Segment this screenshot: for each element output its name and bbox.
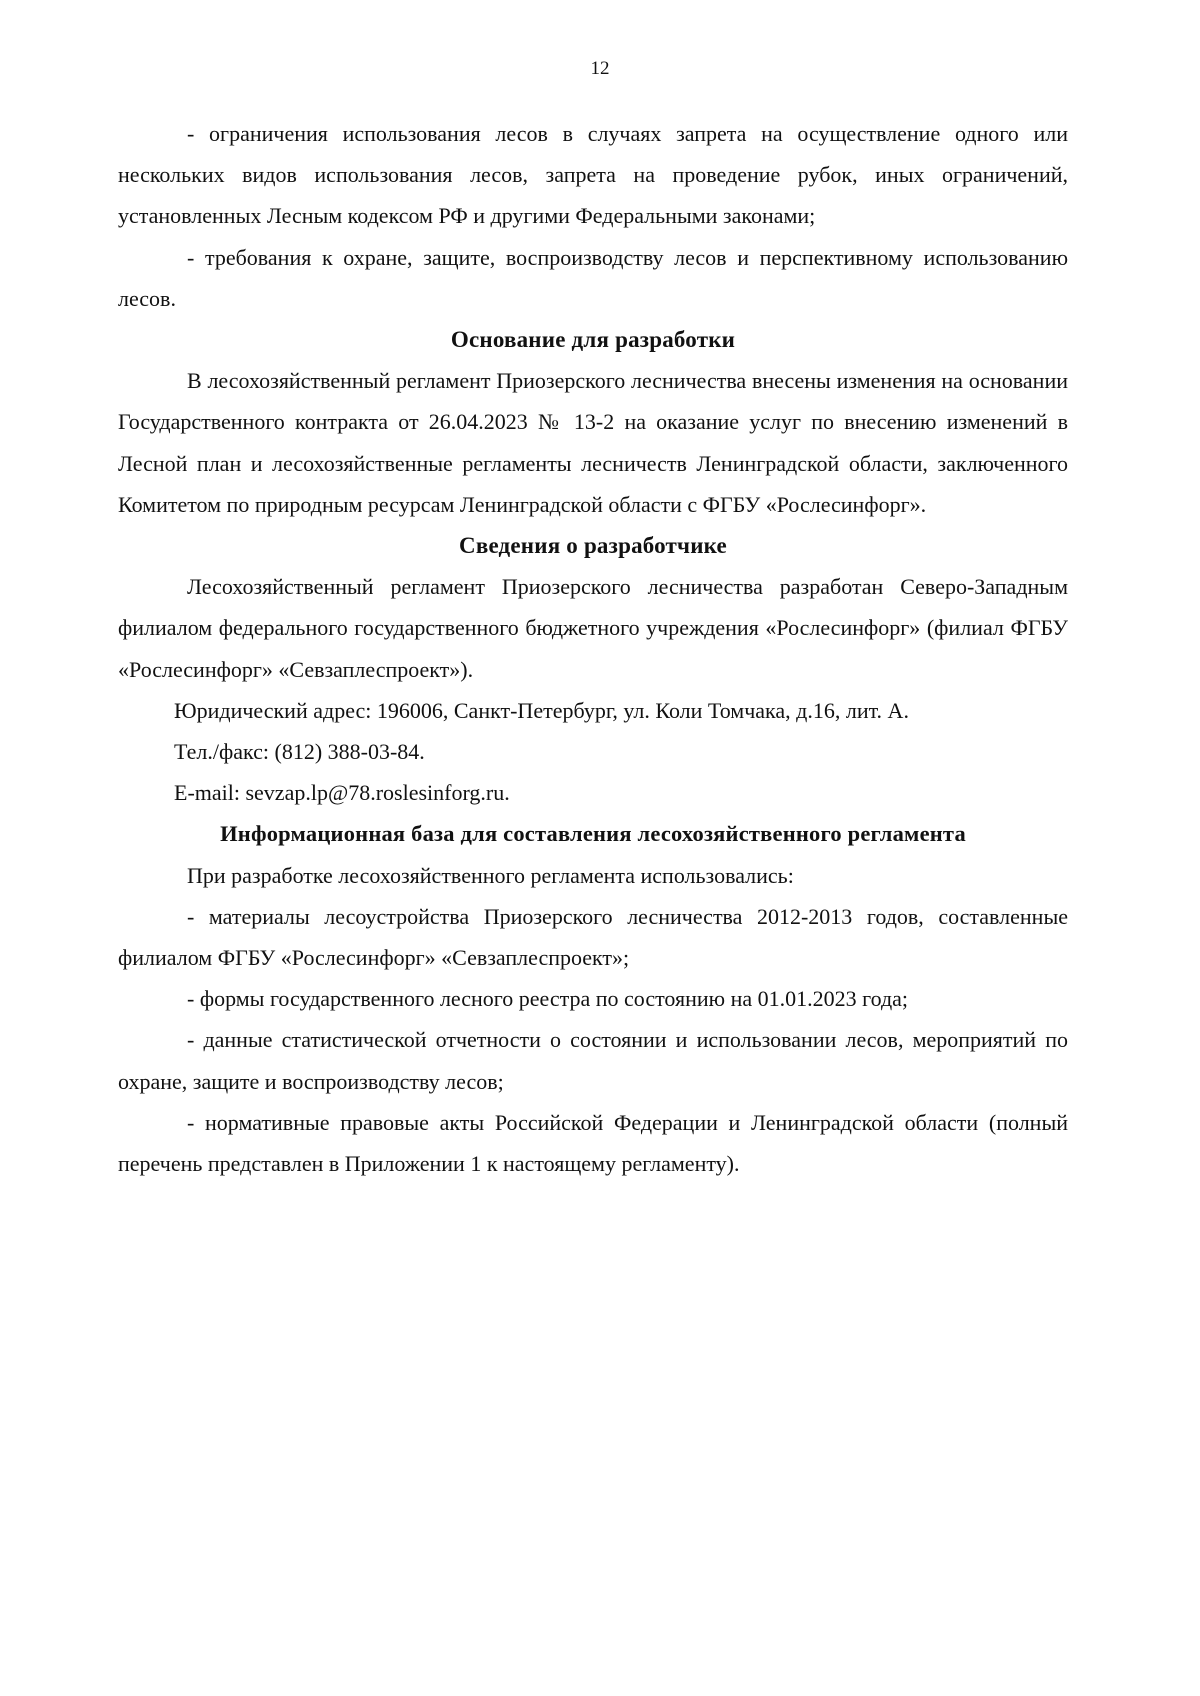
info-base-item: - формы государственного лесного реестра по состоянию на 01.01.2023 года; <box>187 986 909 1012</box>
basis-paragraph: В лесохозяйственный регламент Приозерского лесничества внесены изменения на основании Государственного контракта от 26.04.2023 № 13-2 на оказание услуг по внесению изменений в Лесной план и лесохозяйственные регламенты лесничеств Ленинградской области, заключенного Комитетом по природным ресурсам Ленинградской области с ФГБУ «Рослесинфорг». <box>118 368 1068 517</box>
info-base-item: - нормативные правовые акты Российской Федерации и Ленинградской области (полный перечень представлен в Приложении 1 к настоящему регламенту). <box>118 1109 1068 1177</box>
developer-phone: Тел./факс: (812) 388-03-84. <box>174 739 425 765</box>
section-heading-developer: Сведения о разработчике <box>459 533 727 559</box>
developer-email: E-mail: sevzap.lp@78.roslesinforg.ru. <box>174 780 510 806</box>
document-body <box>118 113 1068 1184</box>
info-base-item: - материалы лесоустройства Приозерского лесничества 2012-2013 годов, составленные филиалом ФГБУ «Рослесинфорг» «Севзаплеспроект»; <box>118 903 1068 971</box>
info-base-item: - данные статистической отчетности о состоянии и использовании лесов, мероприятий по охране, защите и воспроизводству лесов; <box>118 1027 1068 1094</box>
intro-paragraph-2: - требования к охране, защите, воспроизводству лесов и перспективному использованию лесов. <box>118 244 1068 311</box>
developer-address: Юридический адрес: 196006, Санкт-Петербург, ул. Коли Томчака, д.16, лит. А. <box>174 697 909 723</box>
intro-paragraph-1: - ограничения использования лесов в случаях запрета на осуществление одного или нескольких видов использования лесов, запрета на проведение рубок, иных ограничений, установленных Лесным кодексом РФ и другими Федеральными законами; <box>118 121 1068 229</box>
info-base-lead: При разработке лесохозяйственного регламента использовались: <box>187 862 794 888</box>
section-heading-basis: Основание для разработки <box>450 327 736 353</box>
developer-paragraph: Лесохозяйственный регламент Приозерского лесничества разработан Северо-Западным филиалом федерального государственного бюджетного учреждения «Рослесинфорг» (филиал ФГБУ «Рослесинфорг» «Севзаплеспроект»). <box>118 574 1068 682</box>
section-heading-info-base: Информационная база для составления лесохозяйственного регламента <box>220 821 966 847</box>
page-number: 12 <box>590 58 610 79</box>
